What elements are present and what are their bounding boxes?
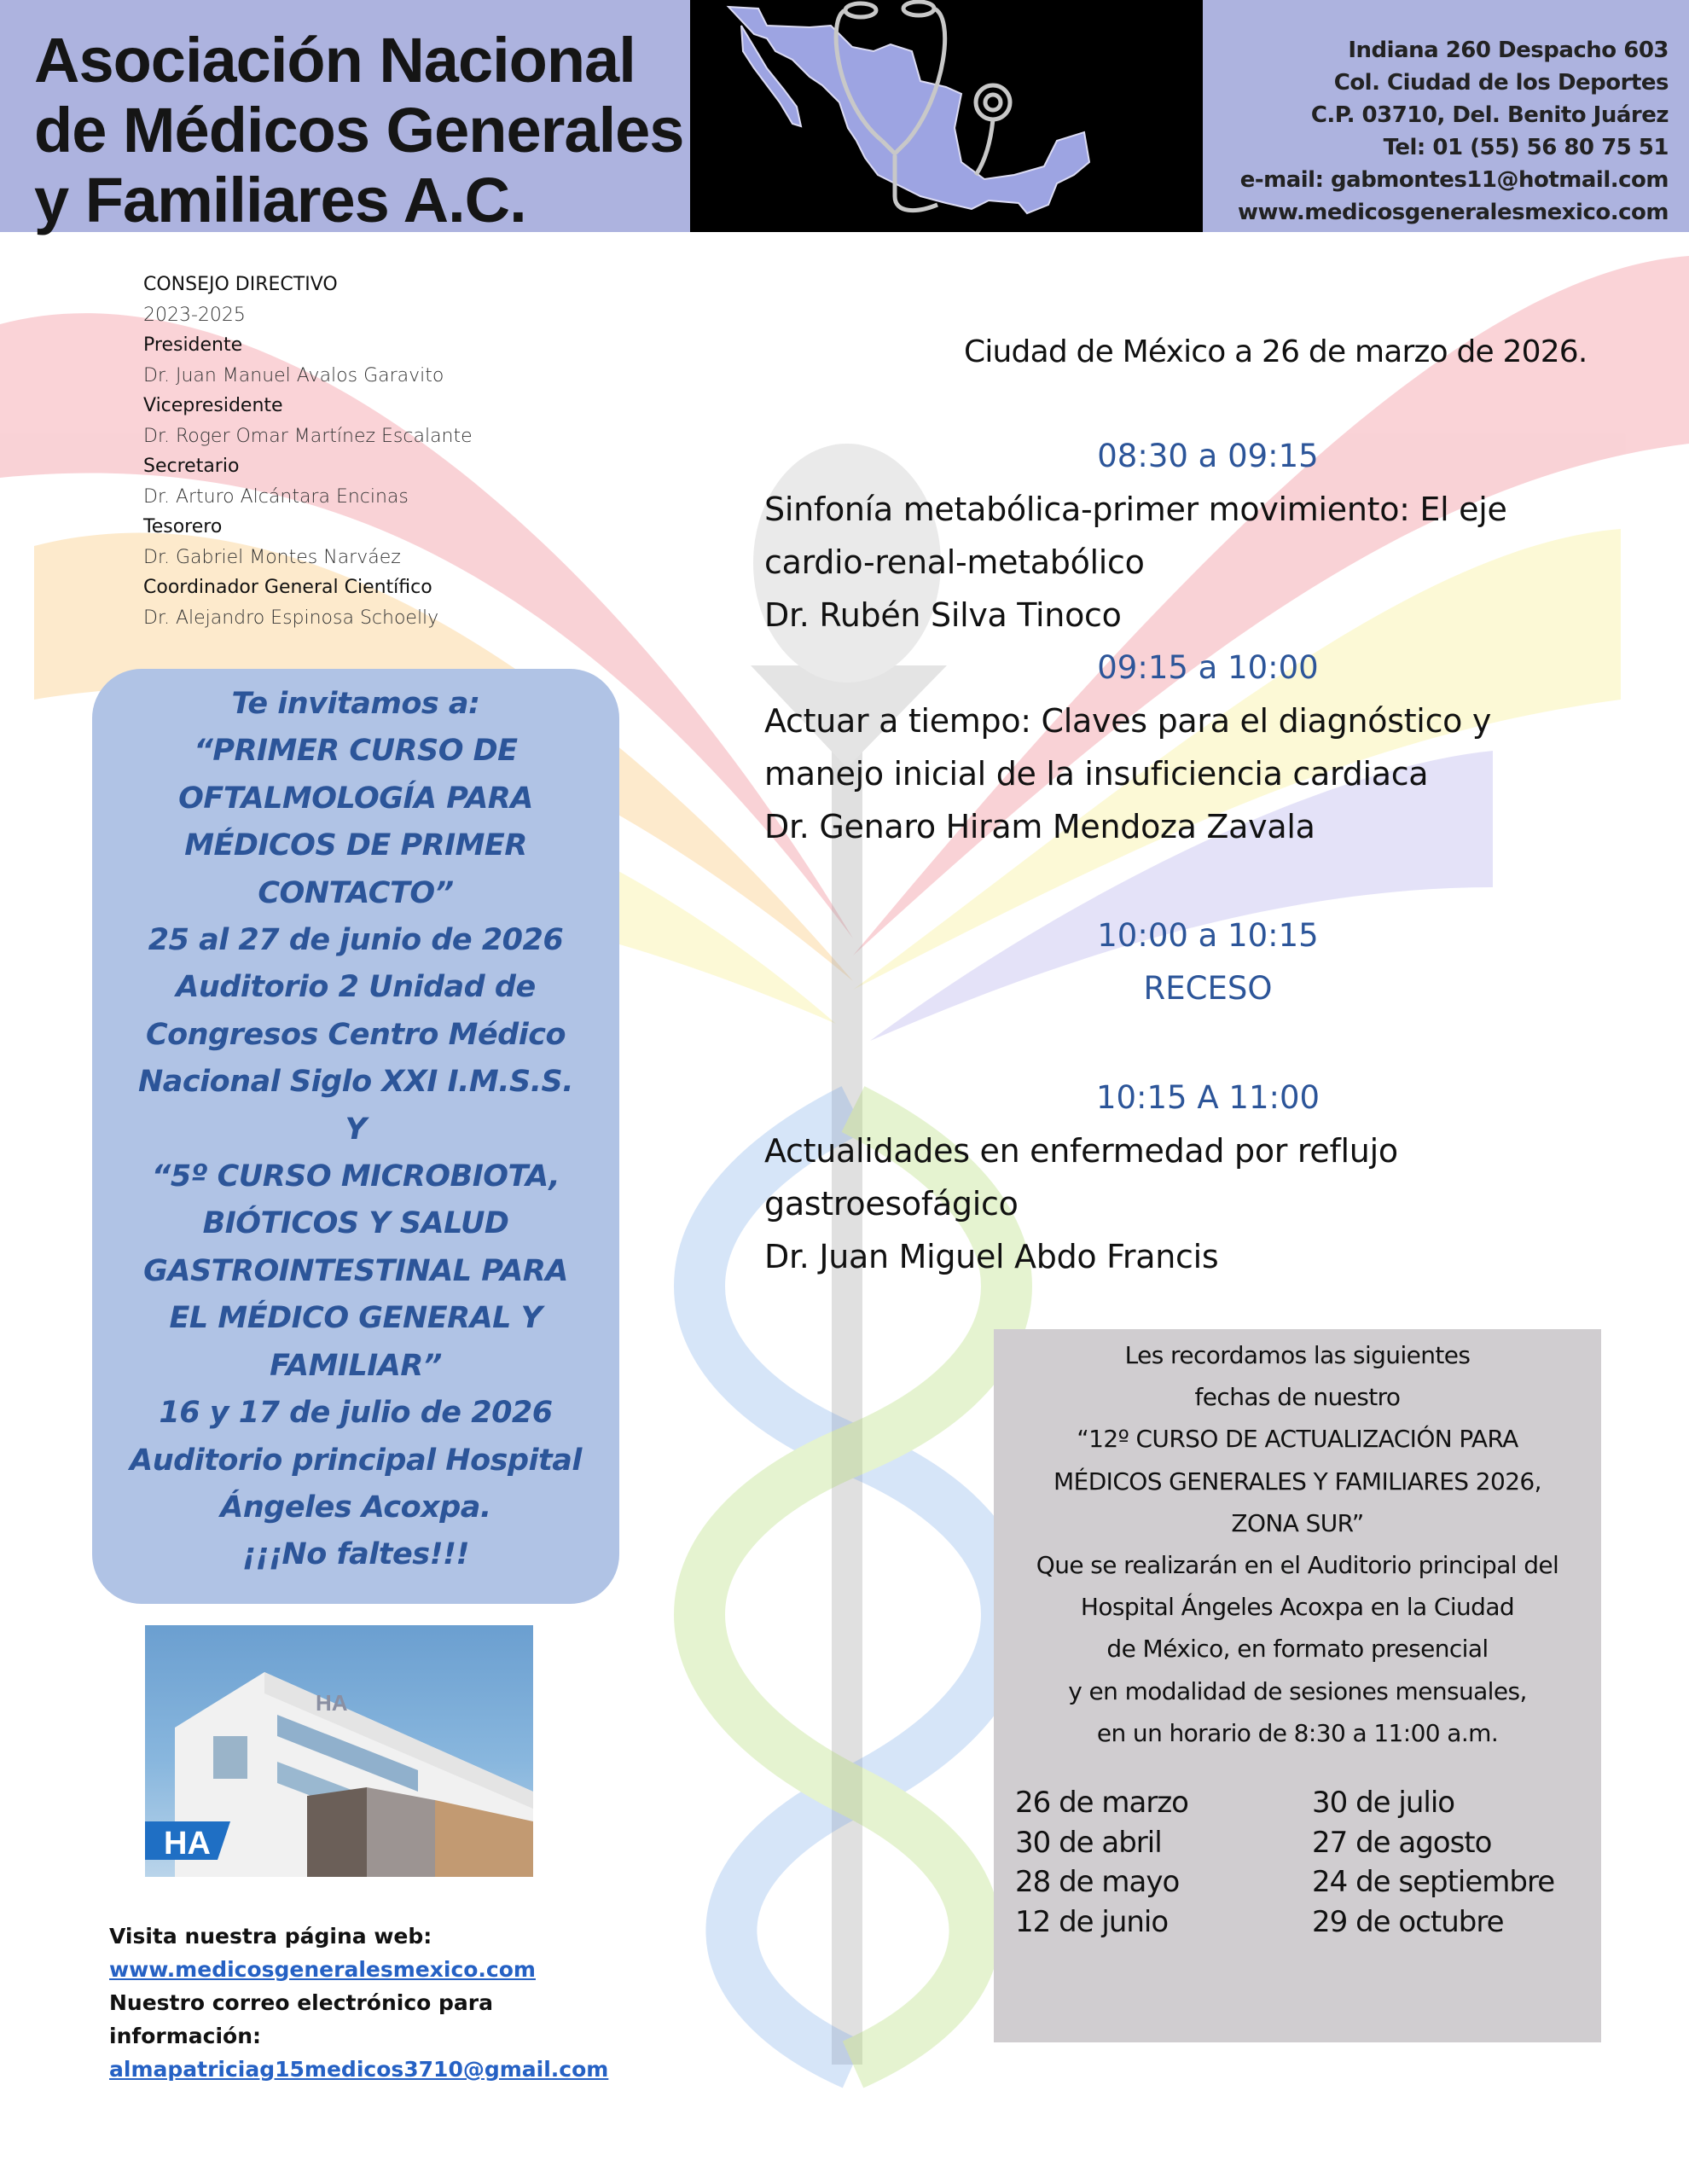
email-link[interactable]: almapatriciag15medicos3710@gmail.com [109,2057,609,2082]
session-title-continued: cardio-renal-metabólico [764,543,1145,581]
postal-code-line: C.P. 03710, Del. Benito Juárez [1310,102,1669,128]
session-dates-left [1015,1783,1188,1942]
schedule-item [764,642,1651,853]
invitation-line: 25 al 27 de junio de 2026 [148,923,564,958]
org-name-line-1: Asociación Nacional [34,25,636,96]
invitation-line: ¡¡¡No faltes!!! [242,1537,469,1572]
break-time: 10:00 a 10:15 [1097,917,1319,954]
invitation-line: Ángeles Acoxpa. [220,1490,491,1525]
invitation-line: 16 y 17 de julio de 2026 [159,1396,553,1431]
reminder-line: y en modalidad de sesiones mensuales, [1068,1676,1527,1705]
org-name-line-3: y Familiares A.C. [34,165,526,235]
hospital-building-icon [145,1625,533,1877]
session-date: 30 de abril [1015,1825,1162,1860]
hospital-photo [145,1625,533,1877]
session-speaker: Dr. Rubén Silva Tinoco [764,596,1122,634]
session-time: 10:15 A 11:00 [1095,1079,1320,1116]
reminder-line: Que se realizarán en el Auditorio principal del [1036,1551,1559,1580]
board-period: 2023-2025 [143,304,246,326]
board-member-name: Dr. Gabriel Montes Narváez [143,546,401,568]
session-date: 26 de marzo [1015,1786,1188,1820]
invitation-line: “5º CURSO MICROBIOTA, [151,1159,560,1194]
reminder-line: en un horario de 8:30 a 11:00 a.m. [1096,1718,1499,1747]
session-date: 27 de agosto [1312,1825,1492,1860]
board-member-name: Dr. Juan Manuel Avalos Garavito [143,364,444,386]
invitation-line: Te invitamos a: [231,687,480,721]
invitation-line: MÉDICOS DE PRIMER [184,828,527,863]
invitation-line: Auditorio 2 Unidad de [176,970,536,1005]
website-line: www.medicosgeneralesmexico.com [1238,200,1669,225]
session-speaker: Dr. Juan Miguel Abdo Francis [764,1238,1219,1275]
session-title: Actualidades en enfermedad por reflujo [764,1132,1398,1170]
mexico-map-stethoscope-icon [690,0,1203,232]
contact-info [1238,34,1669,229]
reminder-line: Les recordamos las siguientes [1124,1341,1471,1369]
board-role: Coordinador General Científico [143,577,432,598]
visit-website-label: Visita nuestra página web: [109,1924,432,1949]
footer-contact [109,1920,608,2086]
invitation-line: Y [345,1112,367,1147]
invitation-line: CONTACTO” [258,875,454,910]
colonia-line: Col. Ciudad de los Deportes [1333,70,1669,96]
invitation-line: Auditorio principal Hospital [130,1443,582,1478]
reminder-line: “12º CURSO DE ACTUALIZACIÓN PARA [1077,1425,1518,1454]
email-label: Nuestro correo electrónico para [109,1990,493,2015]
break-label: RECESO [1143,970,1273,1007]
session-date: 28 de mayo [1015,1865,1180,1899]
reminder-text [994,1329,1601,1754]
session-title-continued: manejo inicial de la insuficiencia cardiaca [764,755,1429,793]
board-role: Secretario [143,456,240,477]
board-role: Tesorero [143,516,223,537]
invitation-line: OFTALMOLOGÍA PARA [178,781,533,816]
reminder-line: ZONA SUR” [1231,1508,1364,1537]
email-line: e-mail: gabmontes11@hotmail.com [1239,167,1669,193]
board-member-name: Dr. Arturo Alcántara Encinas [143,485,409,508]
board-member-name: Dr. Roger Omar Martínez Escalante [143,425,473,447]
phone-line: Tel: 01 (55) 56 80 75 51 [1383,135,1669,160]
board-of-directors [143,270,473,633]
invitation-box [92,669,619,1604]
letter-date: Ciudad de México a 26 de marzo de 2026. [964,334,1587,369]
session-title: Sinfonía metabólica-primer movimiento: El eje [764,491,1507,528]
board-title: CONSEJO DIRECTIVO [143,274,338,295]
session-title-continued: gastroesofágico [764,1185,1019,1223]
schedule-item [764,1072,1651,1283]
org-name-line-2: de Médicos Generales [34,95,684,166]
session-dates-right [1312,1783,1554,1942]
hospital-logo-text: HA [164,1826,211,1862]
session-time: 08:30 a 09:15 [1097,438,1319,474]
schedule-break [764,909,1651,1015]
board-role: Presidente [143,334,243,356]
invitation-line: GASTROINTESTINAL PARA [143,1253,568,1288]
session-date: 30 de julio [1312,1786,1455,1820]
board-member-name: Dr. Alejandro Espinosa Schoelly [143,607,439,629]
reminder-line: MÉDICOS GENERALES Y FAMILIARES 2026, [1053,1467,1541,1496]
invitation-line: FAMILIAR” [270,1348,442,1383]
session-date: 12 de junio [1015,1904,1169,1939]
session-date: 29 de octubre [1312,1904,1504,1939]
schedule-item [764,430,1651,642]
invitation-line: Nacional Siglo XXI I.M.S.S. [137,1065,574,1100]
building-logo-text: HA [316,1690,348,1716]
mexico-stethoscope-logo [690,0,1203,232]
organization-name [34,26,683,235]
invitation-line: EL MÉDICO GENERAL Y [169,1301,543,1336]
session-title: Actuar a tiempo: Claves para el diagnóstico y [764,702,1492,740]
invitation-text [92,681,619,1579]
reminder-line: Hospital Ángeles Acoxpa en la Ciudad [1080,1593,1515,1622]
reminder-line: de México, en formato presencial [1106,1635,1489,1664]
invitation-line: Congresos Centro Médico [145,1017,566,1052]
session-speaker: Dr. Genaro Hiram Mendoza Zavala [764,808,1315,845]
email-label-continued: información: [109,2024,262,2048]
session-date: 24 de septiembre [1312,1865,1555,1899]
reminder-line: fechas de nuestro [1194,1383,1401,1412]
website-link[interactable]: www.medicosgeneralesmexico.com [109,1957,536,1982]
board-role: Vicepresidente [143,395,283,416]
session-time: 09:15 a 10:00 [1097,649,1319,686]
address-line: Indiana 260 Despacho 603 [1348,38,1669,63]
invitation-line: “PRIMER CURSO DE [194,734,518,769]
letterhead-header [0,0,1689,235]
invitation-line: BIÓTICOS Y SALUD [202,1206,509,1241]
